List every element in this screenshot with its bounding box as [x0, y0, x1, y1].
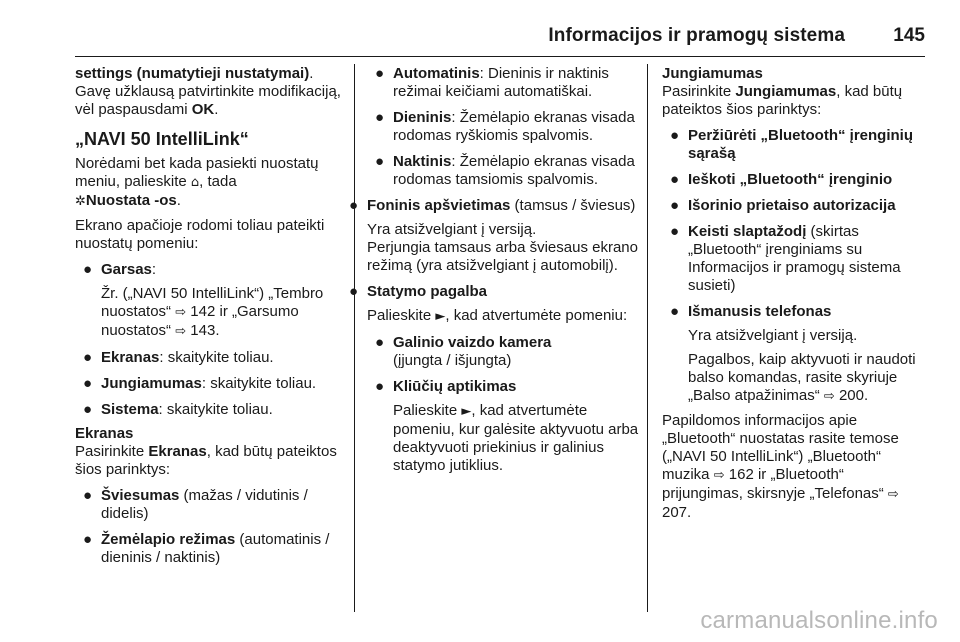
bullet-icon: ●: [349, 197, 359, 214]
list-item: [341, 197, 639, 215]
paragraph: [662, 83, 928, 119]
bold-term: Automatinis: [393, 65, 480, 82]
bold-term: Išmanusis telefonas: [688, 303, 832, 320]
bold-term: Žemėlapio režimas: [101, 531, 236, 548]
list-item: [662, 303, 928, 321]
paragraph: [75, 443, 347, 479]
column-divider: [354, 64, 355, 612]
bold-term: Statymo pagalba: [367, 283, 488, 300]
bullet-icon: ●: [83, 531, 93, 548]
text: , kad atvertumėte pomeniu, kur galėsite aktyvuotu arba deaktyvuoti priekinius ir galinius statymo jutiklius.: [393, 402, 639, 474]
text: Palieskite: [393, 402, 462, 419]
bullet-icon: ●: [670, 171, 680, 188]
bullet-icon: ●: [670, 303, 680, 320]
bullet-icon: ●: [83, 261, 93, 278]
list-item: [662, 197, 928, 215]
reference-icon: ⇨: [887, 487, 899, 502]
text: 162 ir „Bluetooth“ prijungimas, skirsnyje „Telefonas“: [662, 466, 888, 502]
bullet-icon: ●: [375, 334, 385, 351]
bold-term: Ieškoti „Bluetooth“ įrenginio: [688, 171, 893, 188]
sub-paragraph: [367, 402, 639, 475]
bold-term: Ekranas: [101, 349, 160, 366]
list-item: [341, 283, 639, 301]
sub-paragraph: [662, 351, 928, 406]
column-right: [662, 65, 928, 528]
bullet-icon: ●: [670, 127, 680, 144]
bullet-icon: ●: [375, 65, 385, 82]
paragraph: [75, 65, 347, 119]
home-icon: ⌂: [190, 175, 200, 190]
bold-term: Garsas: [101, 261, 152, 278]
list-item: [367, 378, 639, 396]
list-item: [75, 487, 347, 523]
text: , kad būtų pateiktos šios parinktys:: [662, 83, 903, 118]
list-item: [75, 531, 347, 567]
watermark: carmanualsonline.info: [700, 607, 938, 634]
bullet-icon: ●: [375, 378, 385, 395]
column-middle: [349, 65, 639, 481]
text: .: [214, 101, 219, 118]
text: :: [151, 261, 157, 278]
column-left: [75, 65, 347, 573]
text: Papildomos informacijos apie „Bluetooth“ nuostatas rasite temose („NAVI 50 IntelliLink“) „Bluetooth“ muzika: [662, 412, 899, 483]
list-item: [75, 401, 347, 419]
bullet-icon: ●: [83, 401, 93, 418]
text: , kad atvertumėte pomeniu:: [445, 307, 628, 324]
list-item: [367, 334, 639, 370]
list-item: [367, 65, 639, 101]
bullet-icon: ●: [670, 223, 680, 240]
bullet-icon: ●: [83, 349, 93, 366]
text: 207.: [662, 504, 692, 521]
paragraph: [75, 155, 347, 211]
subsection-title: Jungiamumas: [662, 65, 763, 82]
list-item: [367, 153, 639, 189]
bold-term: Keisti slaptažodį: [688, 223, 807, 240]
sub-paragraph: Perjungia tamsaus arba šviesaus ekrano režimą (yra atsižvelgiant į automobilį).: [367, 239, 638, 274]
text: (tamsus / šviesus): [510, 197, 636, 214]
list-item: [75, 375, 347, 393]
arrow-right-icon: ►: [461, 404, 472, 419]
bold-term: Jungiamumas: [101, 375, 202, 392]
arrow-right-icon: ►: [435, 309, 446, 324]
bullet-icon: ●: [83, 375, 93, 392]
bold-term: Naktinis: [393, 153, 452, 170]
reference-icon: ⇨: [713, 468, 725, 483]
text: Pasirinkite: [75, 443, 149, 460]
bold-term: settings (numatytieji nustatymai): [75, 65, 310, 82]
text: : skaitykite toliau.: [201, 375, 317, 392]
sub-paragraph: Yra atsižvelgiant į versiją.: [688, 327, 858, 344]
bullet-icon: ●: [375, 153, 385, 170]
bullet-icon: ●: [670, 197, 680, 214]
text: Žr. („NAVI 50 IntelliLink“) „Tembro nuostatos“: [101, 285, 324, 320]
bold-term: Šviesumas: [101, 487, 180, 504]
text: Palieskite: [367, 307, 436, 324]
bold-term: Jungiamumas: [735, 83, 837, 100]
reference-icon: ⇨: [175, 305, 187, 320]
text: : Žemėlapio ekranas visada rodomas tamsiomis spalvomis.: [393, 153, 635, 188]
bold-term: Dieninis: [393, 109, 452, 126]
text: 143.: [190, 322, 220, 339]
list-item: [662, 223, 928, 295]
sub-paragraph: [75, 285, 347, 341]
text: .: [309, 65, 314, 82]
bold-term: Nuostata -os: [85, 192, 177, 209]
text: : skaitykite toliau.: [159, 349, 274, 366]
page-number: 145: [893, 25, 925, 46]
text: (mažas / vidutinis / didelis): [101, 487, 308, 522]
text: Gavę užklausą patvirtinkite modifikaciją, vėl paspausdami: [75, 83, 341, 118]
subsection-title: Ekranas: [75, 425, 134, 442]
bullet-icon: ●: [349, 283, 359, 300]
text: , tada: [199, 173, 237, 190]
bold-term: OK: [191, 101, 215, 118]
text: : Dieninis ir naktinis režimai keičiami automatiškai.: [393, 65, 609, 100]
paragraph: [662, 412, 928, 522]
sub-paragraph: Yra atsižvelgiant į versiją.: [367, 221, 537, 238]
bold-term: Galinio vaizdo kamera: [393, 334, 552, 351]
list-item: [75, 261, 347, 279]
bold-term: Išorinio prietaiso autorizacija: [688, 197, 896, 214]
reference-icon: ⇨: [823, 389, 835, 404]
text: Pagalbos, kaip aktyvuoti ir naudoti balso komandas, rasite skyriuje „Balso atpažinimas“: [688, 351, 916, 404]
section-title: Informacijos ir pramogų sistema: [548, 25, 845, 46]
text: (automatinis / dieninis / naktinis): [101, 531, 330, 566]
text: .: [176, 192, 181, 209]
paragraph: Ekrano apačioje rodomi toliau pateikti nuostatų pomeniu:: [75, 217, 325, 252]
sub-paragraph: [367, 307, 639, 326]
text: : Žemėlapio ekranas visada rodomas ryškiomis spalvomis.: [393, 109, 635, 144]
bold-term: Ekranas: [148, 443, 207, 460]
list-item: [367, 109, 639, 145]
reference-icon: ⇨: [175, 324, 187, 339]
text: 200.: [838, 387, 869, 404]
text: : skaitykite toliau.: [158, 401, 273, 418]
column-divider: [647, 64, 648, 612]
heading: „NAVI 50 IntelliLink“: [75, 129, 249, 149]
text: Pasirinkite: [662, 83, 736, 100]
list-item: [662, 171, 928, 189]
text: 142 ir „Garsumo nuostatos“: [101, 303, 299, 339]
bold-term: Sistema: [101, 401, 159, 418]
bold-term: Foninis apšvietimas: [367, 197, 511, 214]
gear-icon: ✲: [75, 194, 86, 209]
bullet-icon: ●: [375, 109, 385, 126]
bullet-icon: ●: [83, 487, 93, 504]
text: (įjungta / išjungta): [393, 352, 512, 369]
bold-term: Peržiūrėti „Bluetooth“ įrenginių sąrašą: [688, 127, 914, 162]
list-item: [662, 127, 928, 163]
text: , kad būtų pateiktos šios parinktys:: [75, 443, 337, 478]
list-item: [75, 349, 347, 367]
text: (skirtas „Bluetooth“ įrenginiams su Informacijos ir pramogų sistema susieti): [688, 223, 901, 294]
text: Norėdami bet kada pasiekti nuostatų meniu, palieskite: [75, 155, 319, 190]
bold-term: Kliūčių aptikimas: [393, 378, 517, 395]
page-header: [75, 26, 925, 57]
